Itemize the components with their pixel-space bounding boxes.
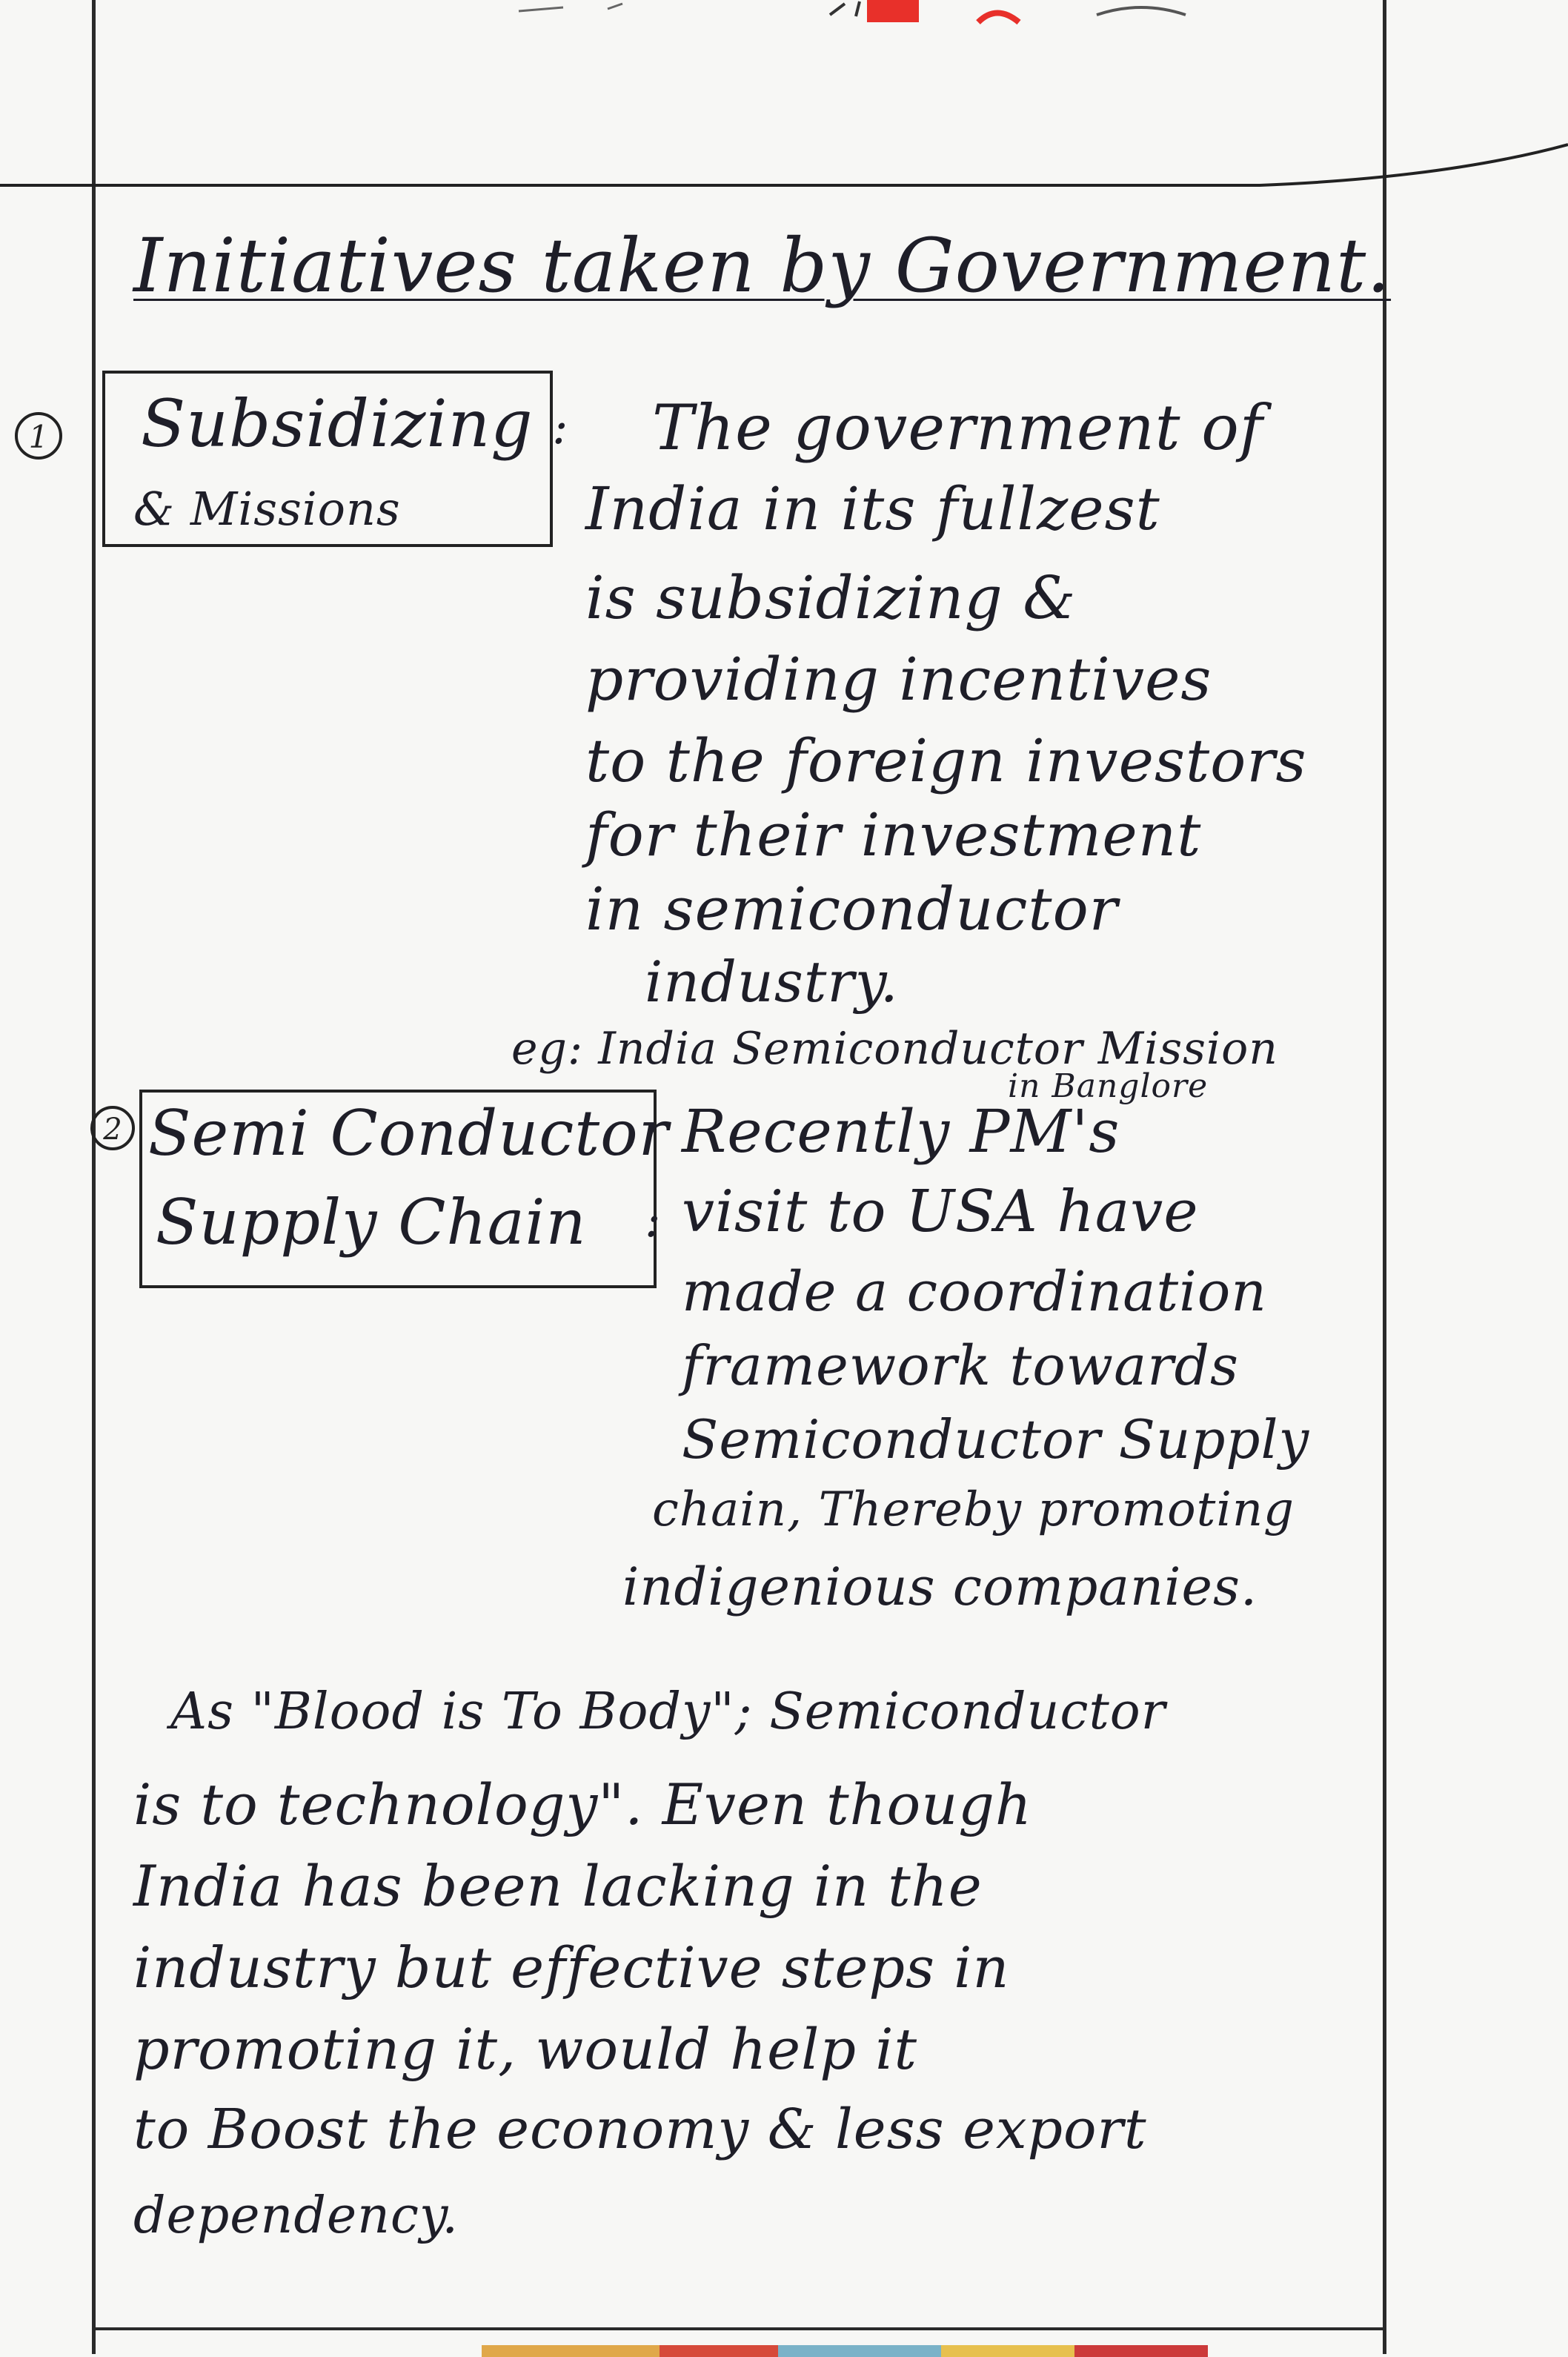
point-2-body-line-4: framework towards [682,1334,1239,1398]
page-title: Initiatives taken by Government. [133,222,1392,309]
point-1-body-line-4: providing incentives [585,645,1212,714]
conclusion-line-7: dependency. [133,2187,459,2245]
point-2-body-line-2: visit to USA have [682,1178,1199,1245]
point-2-body-line-5: Semiconductor Supply [682,1408,1310,1471]
point-1-body-line-1: The government of [652,391,1263,464]
point-1-title-line-2: & Missions [133,482,401,536]
point-2-colon: : [645,1193,662,1248]
conclusion-line-5: promoting it, would help it [133,2016,918,2082]
point-1-example: eg: India Semiconductor Mission [511,1023,1278,1075]
left-margin-line [92,0,96,2354]
point-1-body-line-7: in semiconductor [585,875,1118,944]
point-2-body-line-3: made a coordination [682,1260,1267,1324]
point-1-body-line-6: for their investment [585,800,1202,869]
conclusion-line-3: India has been lacking in the [133,1853,983,1919]
svg-text:1: 1 [28,419,49,455]
bottom-rule-line [92,2327,1386,2330]
conclusion-line-1: As "Blood is To Body"; Semiconductor [170,1683,1166,1741]
number-2-badge [83,1098,142,1158]
point-1-body-line-5: to the foreign investors [585,726,1307,795]
top-edge-decoration [0,0,1568,44]
number-1-badge [9,406,68,465]
point-1-body-line-8: industry. [645,949,899,1015]
point-2-title-line-2: Supply Chain [156,1186,587,1259]
right-margin-line [1383,0,1386,2354]
point-2-body-line-1: Recently PM's [682,1097,1120,1166]
point-1-body-line-2: India in its fullzest [585,474,1160,543]
svg-text:2: 2 [103,1113,122,1147]
point-2-body-line-6: chain, Thereby promoting [652,1482,1295,1537]
conclusion-line-2: is to technology". Even though [133,1771,1032,1837]
point-1-body-line-3: is subsidizing & [585,563,1077,632]
point-1-colon: : [552,400,569,455]
point-2-title-line-1: Semi Conductor [148,1097,669,1170]
point-1-title-line-1: Subsidizing [141,385,534,462]
point-2-body-line-7: indigenious companies. [622,1557,1258,1617]
point-1-example-subnote: in Banglore [1008,1067,1209,1105]
conclusion-line-4: industry but effective steps in [133,1935,1010,2000]
conclusion-line-6: to Boost the economy & less export [133,2098,1147,2161]
